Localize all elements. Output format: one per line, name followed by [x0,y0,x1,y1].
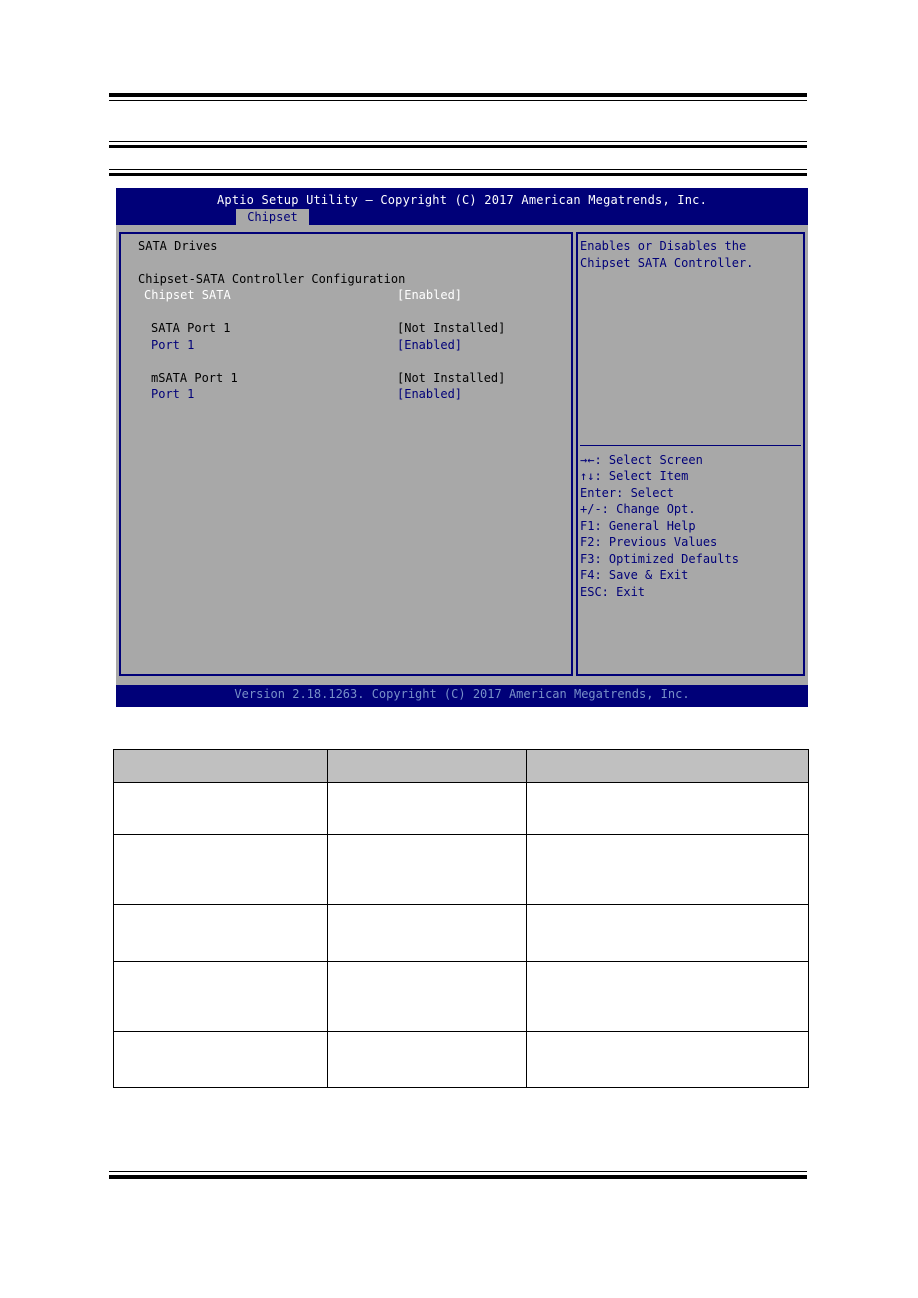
table-row [114,835,809,905]
key-change-opt: +/-: Change Opt. [580,502,696,516]
table-row [114,1032,809,1088]
header-rule-thin [109,141,807,142]
table-row [114,905,809,962]
section-title: SATA Drives [138,239,218,253]
key-select-item: ↑↓: Select Item [580,469,689,483]
key-save-exit: F4: Save & Exit [580,568,689,582]
section-rule-thick [109,173,807,176]
chipset-sata-label[interactable]: Chipset SATA [144,288,231,302]
sata-port1-enable-label[interactable]: Port 1 [151,338,195,352]
section-rule-thin [109,169,807,170]
key-optimized-defaults: F3: Optimized Defaults [580,552,739,566]
msata-port1-label: mSATA Port 1 [151,371,238,385]
bios-title: Aptio Setup Utility – Copyright (C) 2017 American Megatrends, Inc. [216,193,708,207]
chipset-sata-value[interactable]: [Enabled] [397,288,463,302]
key-enter-select: Enter: Select [580,486,674,500]
top-rule-thin [109,100,807,101]
header-cell [527,750,809,783]
msata-port1-status: [Not Installed] [397,371,506,385]
table-row [114,783,809,835]
help-line-1: Enables or Disables the [580,239,747,253]
key-general-help: F1: General Help [580,519,696,533]
bios-footer: Version 2.18.1263. Copyright (C) 2017 American Megatrends, Inc. [234,687,690,701]
config-title: Chipset-SATA Controller Configuration [138,272,406,286]
footer-rule-thick [109,1175,807,1179]
key-previous-values: F2: Previous Values [580,535,718,549]
key-select-screen: →←: Select Screen [580,453,703,467]
top-rule-thick [109,93,807,97]
sata-port1-enable-value[interactable]: [Enabled] [397,338,463,352]
table-header-row [114,750,809,783]
msata-port1-enable-value[interactable]: [Enabled] [397,387,463,401]
bios-screen [116,188,808,707]
sata-port1-label: SATA Port 1 [151,321,231,335]
help-panel [576,232,805,676]
bios-body [116,225,808,685]
tab-chipset[interactable]: Chipset [236,209,309,225]
header-cell [328,750,527,783]
key-esc-exit: ESC: Exit [580,585,646,599]
msata-port1-enable-label[interactable]: Port 1 [151,387,195,401]
help-line-2: Chipset SATA Controller. [580,256,754,270]
help-divider [580,445,801,446]
options-table [113,749,809,1088]
settings-panel [119,232,573,676]
footer-rule-thin [109,1171,807,1172]
header-rule-thick [109,145,807,148]
header-cell [114,750,328,783]
table-row [114,962,809,1032]
sata-port1-status: [Not Installed] [397,321,506,335]
